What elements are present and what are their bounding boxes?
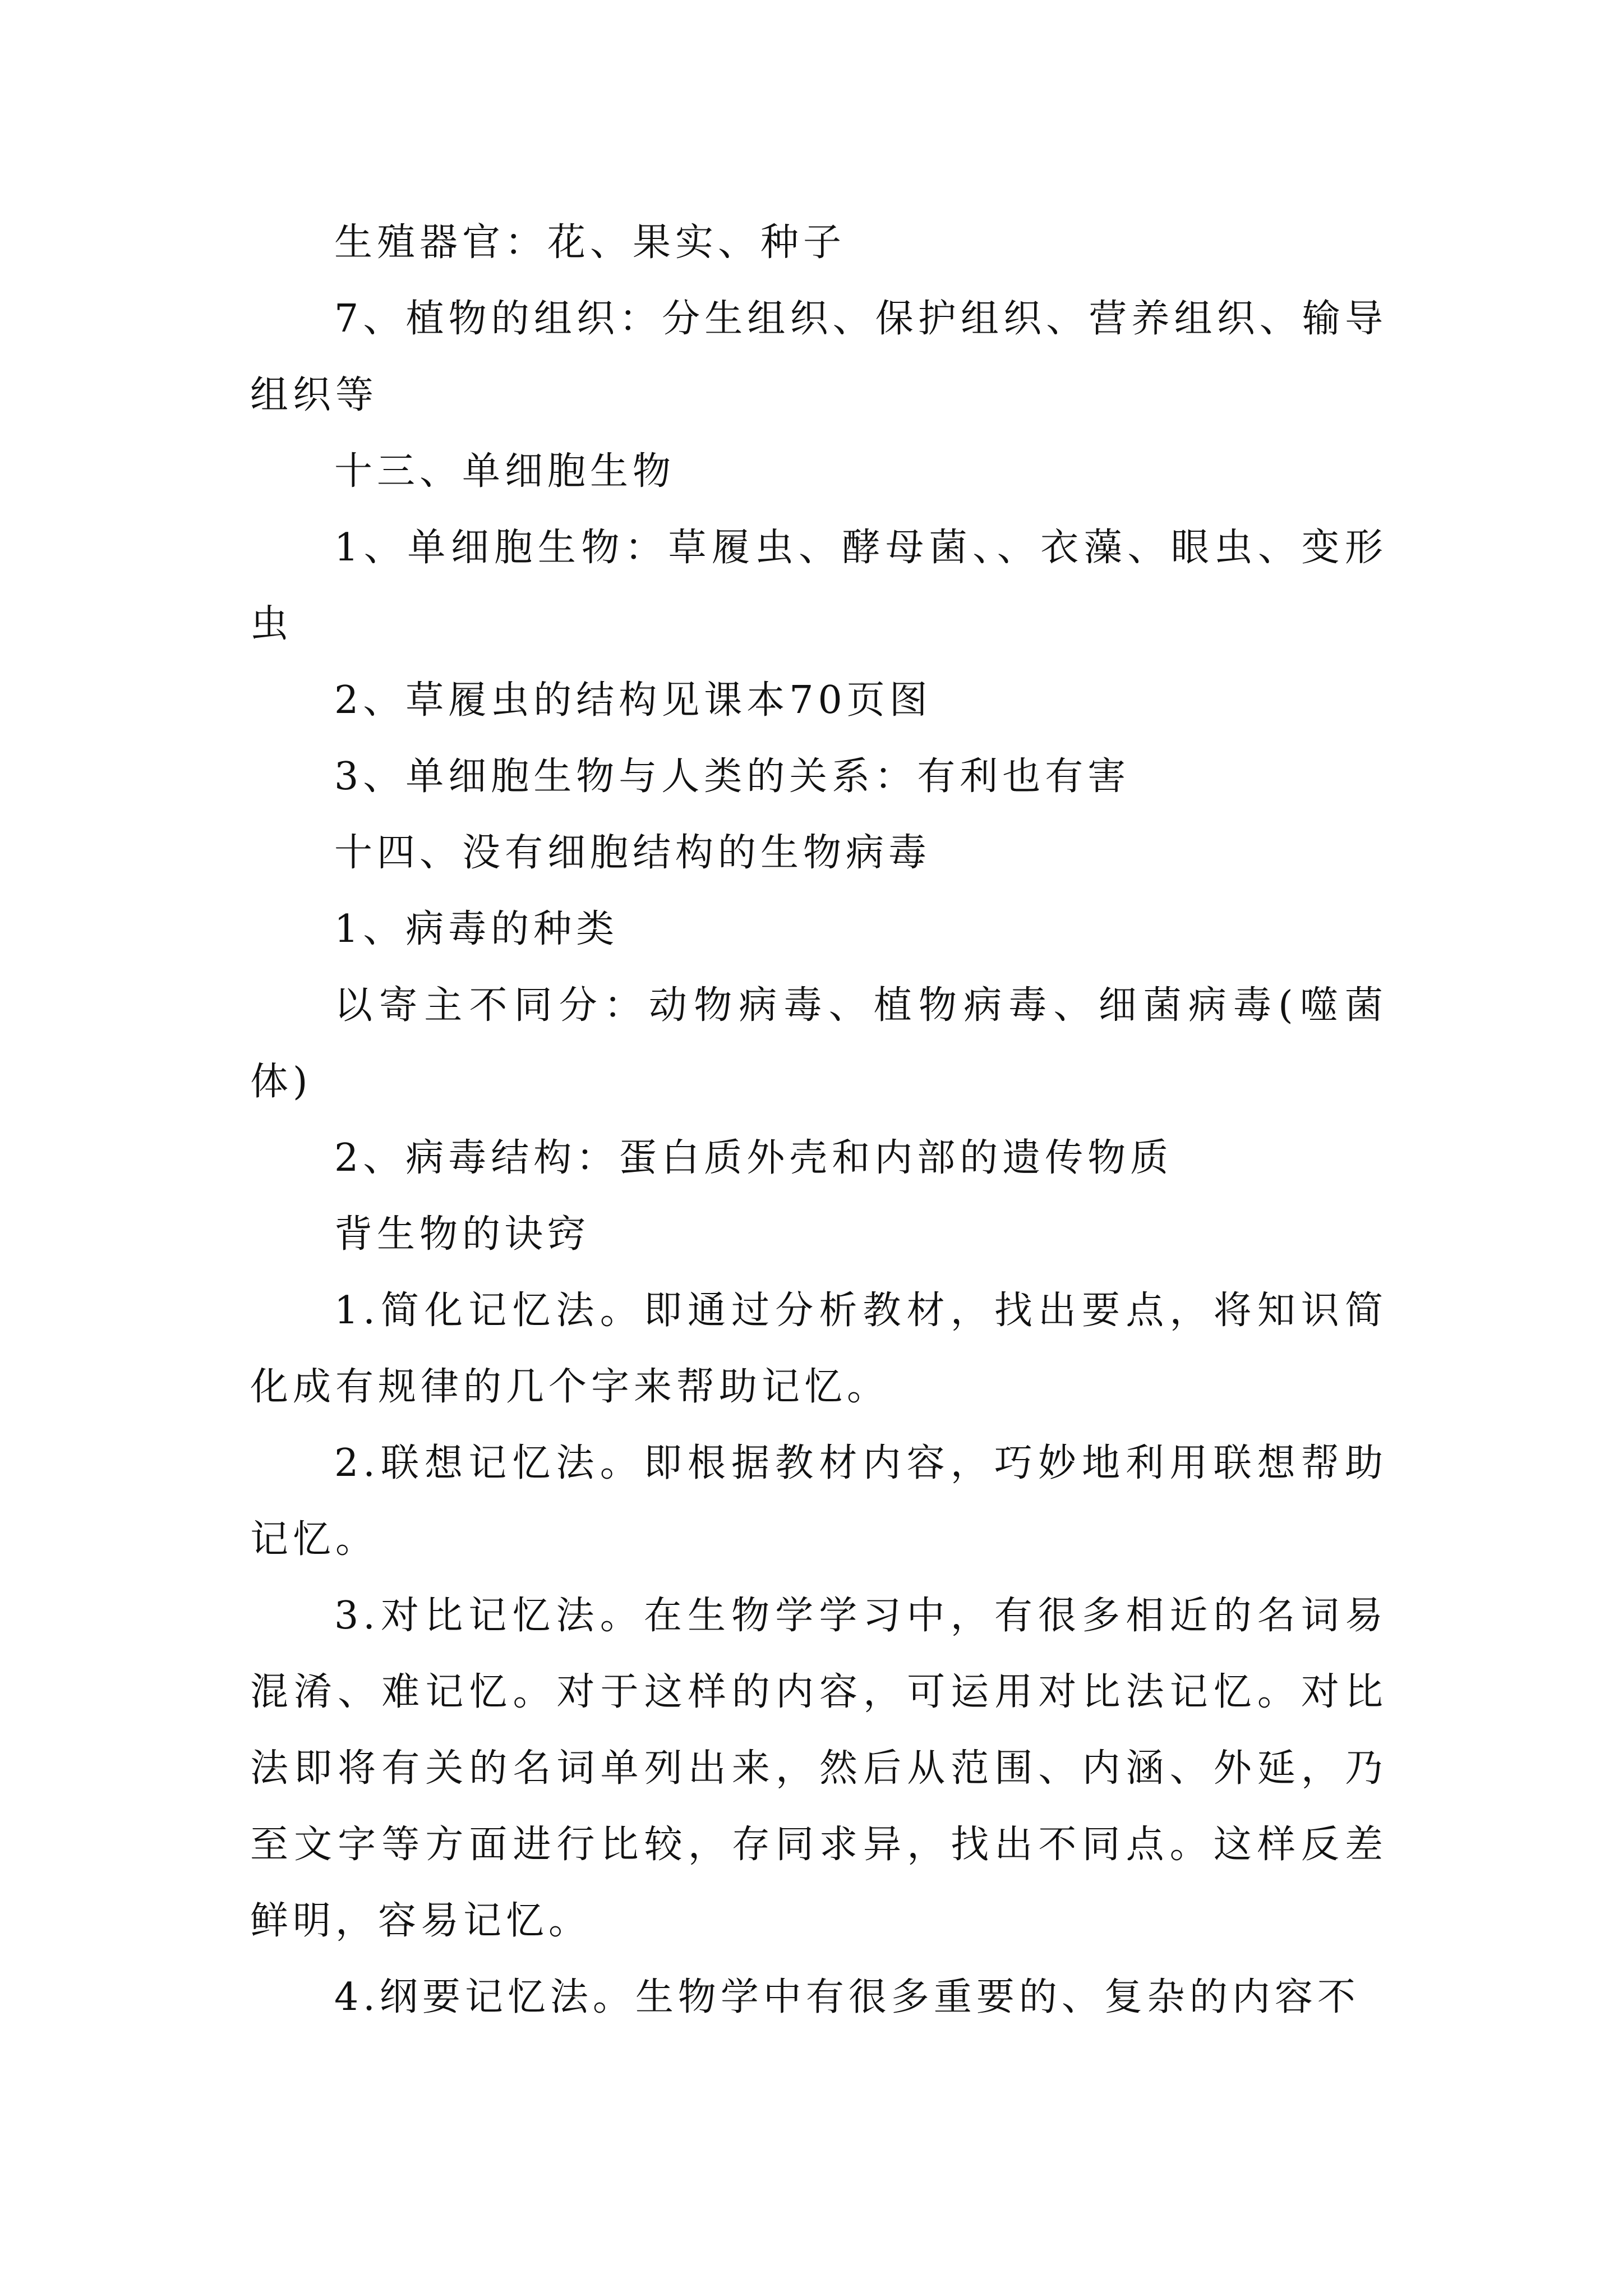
paragraph-tip-association: 2.联想记忆法。即根据教材内容，巧妙地利用联想帮助记忆。: [250, 1441, 1387, 1562]
heading-memorization-tips: 背生物的诀窍: [334, 1212, 591, 1257]
paragraph-virus-types: 1、病毒的种类: [334, 907, 619, 951]
heading-section-14: 十四、没有细胞结构的生物病毒: [334, 831, 932, 875]
paragraph-virus-by-host: 以寄主不同分：动物病毒、植物病毒、细菌病毒(噬菌体): [250, 983, 1387, 1104]
paragraph-tip-simplify: 1.简化记忆法。即通过分析教材，找出要点，将知识简化成有规律的几个字来帮助记忆。: [250, 1289, 1387, 1409]
paragraph-plant-tissues: 7、植物的组织：分生组织、保护组织、营养组织、输导组织等: [250, 297, 1387, 417]
paragraph-unicellular-relation: 3、单细胞生物与人类的关系：有利也有害: [334, 754, 1131, 799]
paragraph-virus-structure: 2、病毒结构：蛋白质外壳和内部的遗传物质: [334, 1136, 1173, 1180]
paragraph-tip-outline: 4.纲要记忆法。生物学中有很多重要的、复杂的内容不: [334, 1975, 1360, 2019]
heading-section-13: 十三、单细胞生物: [334, 449, 676, 494]
paragraph-tip-comparison: 3.对比记忆法。在生物学学习中，有很多相近的名词易混淆、难记忆。对于这样的内容，可运用对比法记忆。对比法即将有关的名词单列出来，然后从范围、内涵、外延，乃至文字等方面进行比较，存同求异，找出不同点。这样反差鲜明，容易记忆。: [250, 1594, 1387, 1943]
paragraph-unicellular-organisms: 1、单细胞生物：草履虫、酵母菌、、衣藻、眼虫、变形虫: [250, 526, 1387, 646]
paragraph-paramecium-structure: 2、草履虫的结构见课本70页图: [334, 678, 932, 723]
paragraph-reproductive-organs: 生殖器官：花、果实、种子: [334, 220, 846, 265]
document-body: [250, 205, 1387, 2036]
